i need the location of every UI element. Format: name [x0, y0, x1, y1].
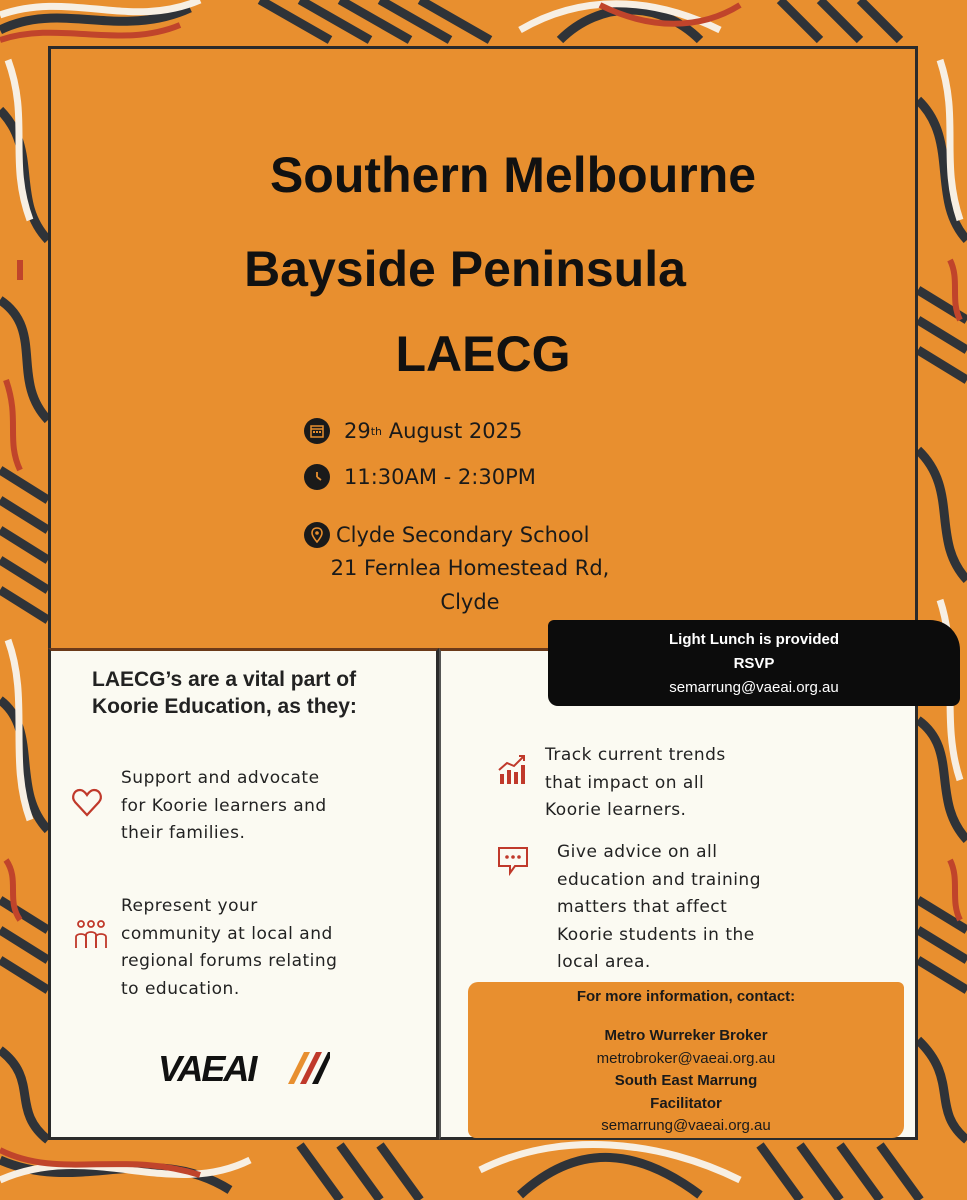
svg-text:VAEAI: VAEAI: [158, 1048, 256, 1086]
date-day: 29: [344, 419, 371, 443]
time-text: 11:30AM - 2:30PM: [344, 465, 536, 489]
event-date: [304, 418, 522, 444]
point-represent: Represent your community at local and regional forums relating to education.: [121, 896, 338, 999]
event-venue: [304, 522, 589, 548]
address-line-1: 21 Fernlea Homestead Rd,: [330, 556, 610, 580]
address-line-2: Clyde: [440, 590, 500, 614]
date-month-year: August 2025: [382, 419, 523, 443]
point-track: Track current trends that impact on all Koorie learners.: [545, 745, 726, 820]
speech-bubble-icon: [496, 844, 530, 878]
title-line-3: LAECG: [395, 326, 571, 382]
facilitator-email[interactable]: semarrung@vaeai.org.au: [601, 1117, 771, 1134]
rsvp-email[interactable]: semarrung@vaeai.org.au: [669, 679, 839, 696]
rsvp-banner: [548, 620, 960, 706]
vaeai-logo: [158, 1048, 330, 1086]
event-time: [304, 464, 536, 490]
community-icon: [74, 918, 108, 952]
date-suffix: th: [370, 424, 383, 438]
chart-trend-icon: [496, 752, 530, 786]
intro-line-1: LAECG’s are a vital part of: [92, 668, 357, 691]
clock-icon: [304, 464, 330, 490]
lunch-note: Light Lunch is provided: [669, 631, 839, 648]
broker-email[interactable]: metrobroker@vaeai.org.au: [596, 1050, 776, 1067]
heart-icon: [70, 786, 104, 820]
intro-heading: [92, 666, 402, 720]
point-advice: Give advice on all education and training matters that affect Koorie students in the local area.: [557, 842, 762, 972]
title-line-1: Southern Melbourne: [269, 147, 757, 203]
contact-heading: For more information, contact:: [576, 988, 796, 1005]
rsvp-label: RSVP: [733, 655, 775, 672]
facilitator-title-1: South East Marrung: [614, 1072, 758, 1089]
facilitator-title-2: Facilitator: [650, 1095, 722, 1112]
venue-text: Clyde Secondary School: [336, 523, 590, 547]
calendar-icon: [304, 418, 330, 444]
point-support: Support and advocate for Koorie learners and their families.: [121, 768, 327, 843]
broker-title: Metro Wurreker Broker: [604, 1027, 768, 1044]
contact-box: [468, 982, 904, 1138]
title-line-2: Bayside Peninsula: [244, 241, 686, 297]
location-pin-icon: [304, 522, 330, 548]
intro-line-2: Koorie Education, as they:: [92, 695, 357, 718]
